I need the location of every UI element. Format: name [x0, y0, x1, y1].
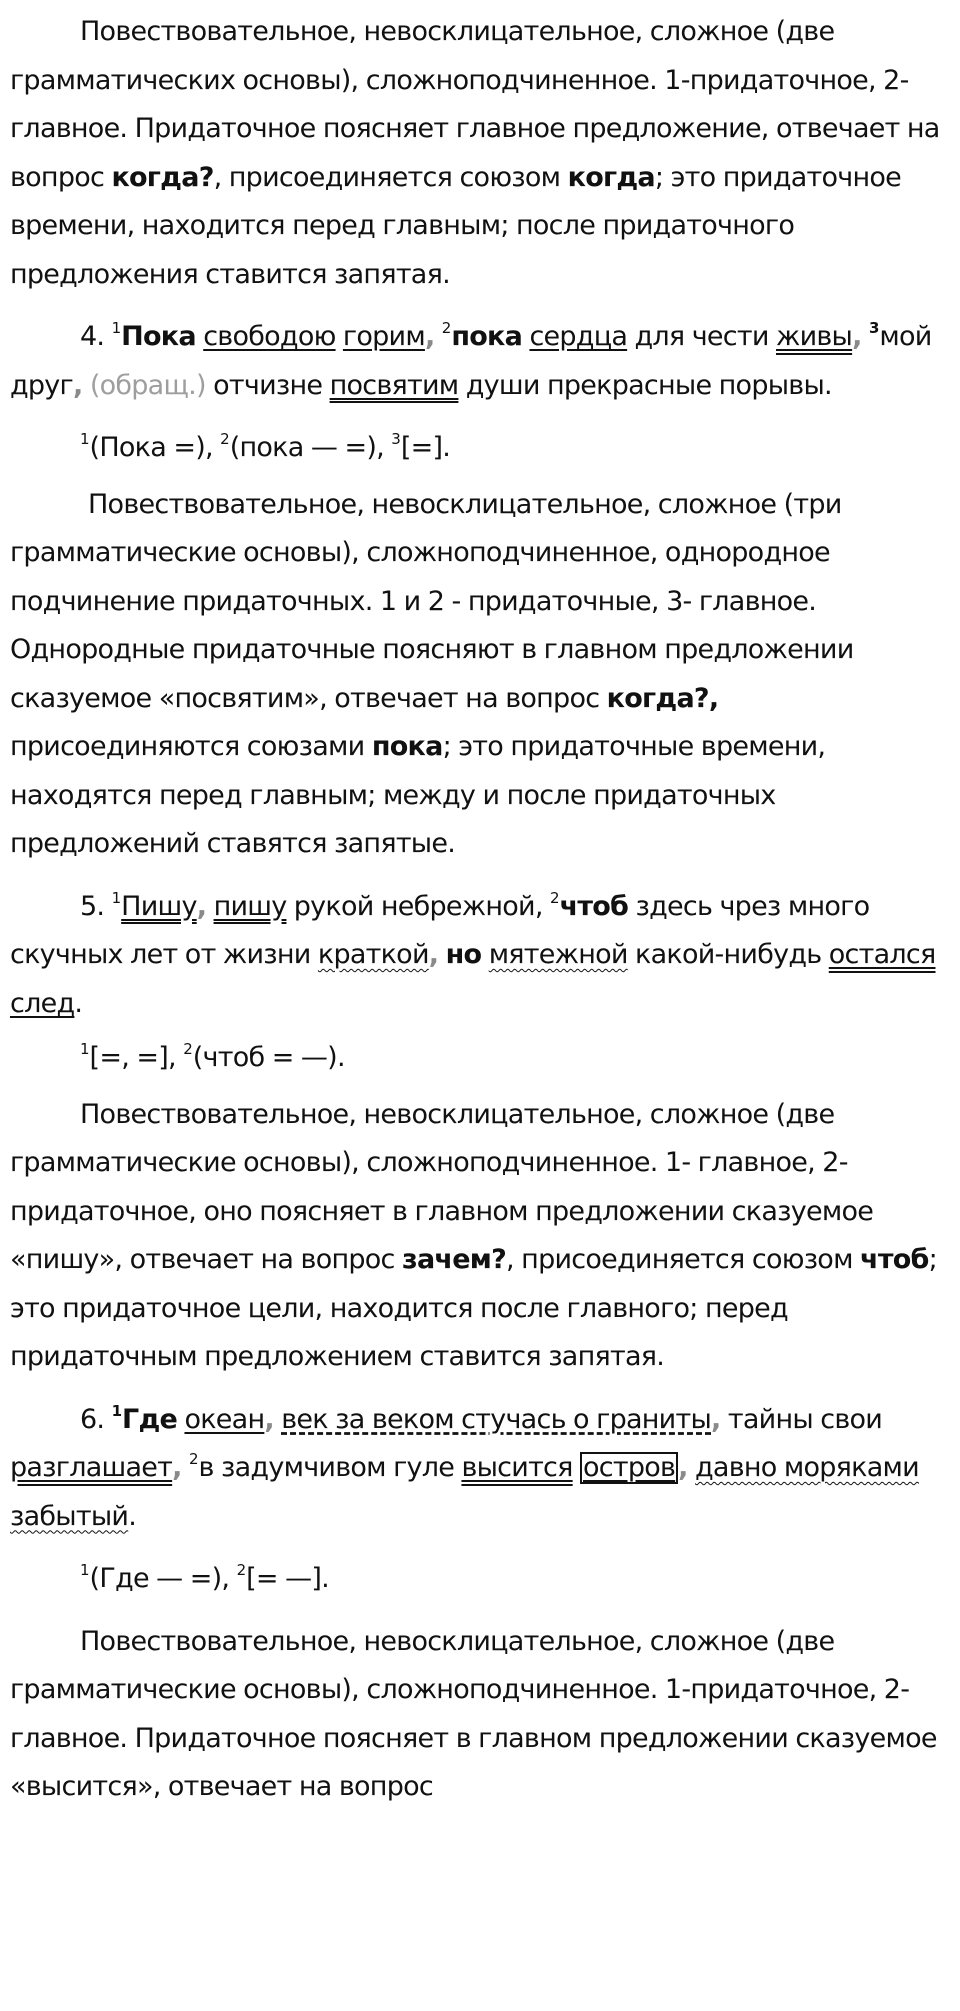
- punctuation-mark: ,: [264, 1403, 274, 1435]
- sentence-number: 4.: [80, 321, 105, 352]
- subject-word: океан: [184, 1403, 265, 1435]
- analysis-text: Повествовательное, невосклицательное, сложное (три грамматические основы), сложноподчиненное, однородное подчинение придаточных. 1 и 2 - придаточные, 3- главное. Однородные придаточные поясняют в главном предложении сказуемое «посвятим», отвечает на вопрос: [10, 488, 854, 714]
- question-word: зачем?: [402, 1244, 506, 1275]
- clause-index: 2: [236, 1561, 247, 1579]
- scheme-text: [= —].: [246, 1563, 329, 1594]
- scheme-text: [=].: [400, 432, 451, 463]
- clause-index: 3: [391, 430, 401, 448]
- scheme-6: [10, 1555, 950, 1604]
- clause-index: 1: [111, 319, 122, 337]
- clause-index: 2: [220, 430, 230, 448]
- paragraph-analysis-3: [10, 8, 950, 299]
- predicate-word: свободою: [203, 321, 336, 352]
- adverbial-phrase: век за веком стучась о граниты: [281, 1403, 712, 1435]
- paragraph-analysis-4: [10, 481, 950, 869]
- address-note: (обращ.): [89, 369, 206, 401]
- clause-index: 2: [441, 319, 452, 337]
- predicate-word: разглашает: [10, 1452, 173, 1483]
- sentence-6: [10, 1396, 950, 1542]
- clause-index: 1: [80, 430, 90, 448]
- predicate-word: Пишу: [121, 890, 197, 922]
- text: души прекрасные порывы.: [465, 369, 832, 401]
- conjunction-word: пока: [451, 321, 523, 352]
- predicate-word: высится: [461, 1452, 573, 1483]
- analysis-text: Повествовательное, невосклицательное, сложное (две грамматических основы), сложноподчиненное. 1-придаточное, 2- главное. Придаточное поясняет главное предложение, отвечает на вопрос: [10, 16, 940, 193]
- sentence-5: [10, 883, 950, 1029]
- conjunction-word: Где: [122, 1403, 178, 1435]
- scheme-text: (чтоб = —).: [192, 1042, 345, 1073]
- clause-index: 2: [550, 888, 560, 907]
- analysis-text: ; это придаточное времени, находится перед главным; после придаточного предложения ставится запятая.: [10, 161, 902, 290]
- punctuation-mark: ,: [711, 1403, 721, 1435]
- attribute-word: мятежной: [488, 939, 628, 970]
- clause-index: 1: [80, 1040, 90, 1058]
- scheme-text: (пока — =),: [229, 432, 392, 463]
- text: рукой небрежной,: [293, 890, 543, 922]
- conjunction-word: когда: [567, 161, 655, 193]
- clause-index: 3: [868, 319, 880, 337]
- text: отчизне: [213, 369, 323, 401]
- sentence-4: [10, 313, 950, 410]
- punctuation-mark: ,: [424, 321, 435, 352]
- scheme-text: (Пока =),: [89, 432, 221, 463]
- subject-word: след: [10, 987, 75, 1019]
- predicate-word: остался: [828, 939, 936, 970]
- clause-index: 1: [111, 1401, 123, 1420]
- punctuation-mark: .: [74, 987, 83, 1019]
- text: здесь чрез много скучных лет от жизни: [10, 890, 870, 970]
- text: тайны свои: [727, 1403, 883, 1435]
- punctuation-mark: ,: [852, 321, 862, 352]
- analysis-text: ; это придаточное цели, находится после главного; перед придаточным предложением ставится запятая.: [10, 1244, 937, 1372]
- punctuation-mark: ,: [172, 1452, 182, 1483]
- conjunction-word: чтоб: [559, 890, 629, 922]
- scheme-5: [10, 1034, 950, 1083]
- analysis-text: ; это придаточные времени, находятся перед главным; между и после придаточных предложений ставятся запятые.: [10, 731, 826, 859]
- analysis-text: Повествовательное, невосклицательное, сложное (две грамматические основы), сложноподчиненное. 1- главное, 2- придаточное, оно поясняет в главном предложении сказуемое «пишу», отвечает на вопрос: [10, 1098, 874, 1275]
- sentence-number: 6.: [80, 1403, 105, 1435]
- sentence-number: 5.: [80, 890, 105, 922]
- punctuation-mark: ,: [678, 1452, 688, 1483]
- paragraph-analysis-6: [10, 1618, 950, 1812]
- analysis-text: Повествовательное, невосклицательное, сложное (две грамматические основы), сложноподчиненное. 1-придаточное, 2- главное. Придаточное поясняет в главном предложении сказуемое «высится», отвечает на вопрос: [10, 1625, 937, 1802]
- predicate-word: посвятим: [329, 369, 459, 401]
- question-word: когда?: [111, 161, 214, 193]
- clause-index: 1: [80, 1561, 90, 1579]
- subject-word: остров: [580, 1452, 678, 1484]
- analysis-text: присоединяются союзами: [10, 731, 365, 762]
- predicate-word: пишу: [213, 890, 287, 922]
- clause-index: 2: [183, 1040, 193, 1058]
- clause-index: 1: [111, 888, 122, 907]
- attribute-word: краткой: [317, 939, 429, 970]
- question-word: когда?,: [606, 682, 719, 714]
- paragraph-analysis-5: [10, 1091, 950, 1382]
- text: в задумчивом гуле: [198, 1452, 455, 1483]
- predicate-word: живы: [776, 321, 853, 352]
- predicate-word: горим: [342, 321, 425, 352]
- conjunction-word: пока: [371, 731, 443, 762]
- text: для чести: [634, 321, 769, 352]
- punctuation-mark: ,: [428, 939, 439, 970]
- scheme-text: [=, =],: [89, 1042, 184, 1073]
- analysis-text: , присоединяется союзом: [506, 1244, 853, 1275]
- punctuation-mark: .: [128, 1500, 137, 1532]
- conjunction-word: но: [445, 939, 482, 970]
- text: какой-нибудь: [635, 939, 822, 970]
- attribute-phrase: давно моряками забытый: [10, 1452, 919, 1532]
- subject-word: сердца: [529, 321, 628, 352]
- punctuation-mark: ,: [72, 369, 83, 401]
- clause-index: 2: [188, 1450, 199, 1468]
- analysis-text: , присоединяется союзом: [213, 161, 561, 193]
- conjunction-word: чтоб: [860, 1244, 929, 1275]
- scheme-text: (Где — =),: [89, 1563, 237, 1594]
- punctuation-mark: ,: [196, 890, 207, 922]
- scheme-4: [10, 424, 950, 473]
- text: мой друг: [10, 321, 932, 401]
- conjunction-word: Пока: [121, 321, 196, 352]
